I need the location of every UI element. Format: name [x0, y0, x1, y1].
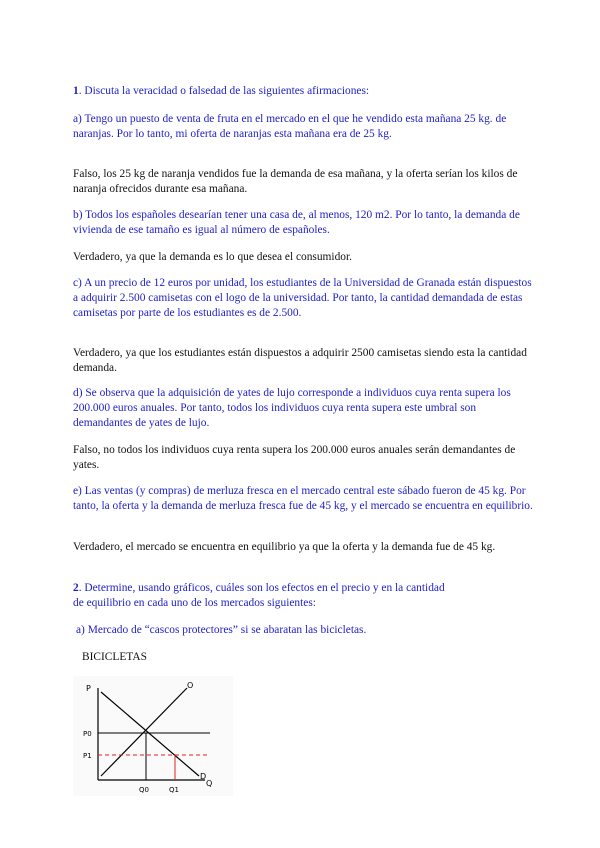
q-axis-label: Q [206, 779, 213, 788]
supply-demand-graph [73, 676, 233, 799]
supply-curve [101, 688, 187, 776]
q1-number: 1 [73, 85, 79, 97]
q2-a-statement: a) Mercado de “cascos protectores” si se abaratan las bicicletas. [76, 624, 367, 636]
p-axis-label: P [86, 684, 91, 693]
p1-label: P1 [83, 752, 92, 760]
q2-heading [73, 581, 453, 611]
q1-e-statement: e) Las ventas (y compras) de merluza fresca en el mercado central este sábado fueron de 45 kg. Por tanto, la oferta y la demanda de merluza fresca fue de 45 kg, y el mercado se encuentra en equilibrio. [73, 485, 533, 512]
q1-d-answer: Falso, no todos los individuos cuya renta supera los 200.000 euros anuales serán demandantes de yates. [73, 444, 516, 471]
q1-heading [73, 84, 533, 99]
q1-label: Q1 [169, 786, 179, 794]
q1-e-answer: Verdadero, el mercado se encuentra en equilibrio ya que la oferta y la demanda fue de 45 kg. [73, 541, 496, 553]
graph-title: BICICLETAS [82, 651, 147, 663]
demand-label: D [200, 772, 207, 781]
q1-b-answer: Verdadero, ya que la demanda es lo que desea el consumidor. [73, 251, 352, 263]
q1-a-statement: a) Tengo un puesto de venta de fruta en el mercado en el que he vendido esta mañana 25 kg. de naranjas. Por lo tanto, mi oferta de naranjas esta mañana era de 25 kg. [73, 113, 507, 140]
q1-c-statement: c) A un precio de 12 euros por unidad, los estudiantes de la Universidad de Granada están dispuestos a adquirir 2.500 camisetas con el logo de la universidad. Por tanto, la cantidad demandada de estas camisetas por parte de los estudiantes es de 2.500. [73, 277, 532, 319]
p0-label: P0 [83, 730, 92, 738]
q1-a-answer: Falso, los 25 kg de naranja vendidos fue la demanda de esa mañana, y la oferta serían los kilos de naranja ofrecidos durante esa mañana. [73, 168, 518, 195]
q2-title: . Determine, usando gráficos, cuáles son los efectos en el precio y en la cantidad de equilibrio en cada uno de los mercados siguientes: [73, 582, 445, 609]
q2-number: 2 [73, 582, 79, 594]
q1-b-statement: b) Todos los españoles desearían tener una casa de, al menos, 120 m2. Por lo tanto, la demanda de vivienda de ese tamaño es igual al número de españoles. [73, 209, 520, 236]
demand-curve [101, 692, 199, 776]
q1-c-answer: Verdadero, ya que los estudiantes están dispuestos a adquirir 2500 camisetas siendo esta la cantidad demanda. [73, 347, 527, 374]
q1-d-statement: d) Se observa que la adquisición de yates de lujo corresponde a individuos cuya renta supera los 200.000 euros anuales. Por tanto, todos los individuos cuya renta supera este umbral son demandantes de yates de lujo. [73, 387, 511, 429]
supply-label: O [187, 681, 194, 690]
q0-label: Q0 [139, 786, 149, 794]
q1-title: . Discuta la veracidad o falsedad de las siguientes afirmaciones: [78, 85, 370, 97]
